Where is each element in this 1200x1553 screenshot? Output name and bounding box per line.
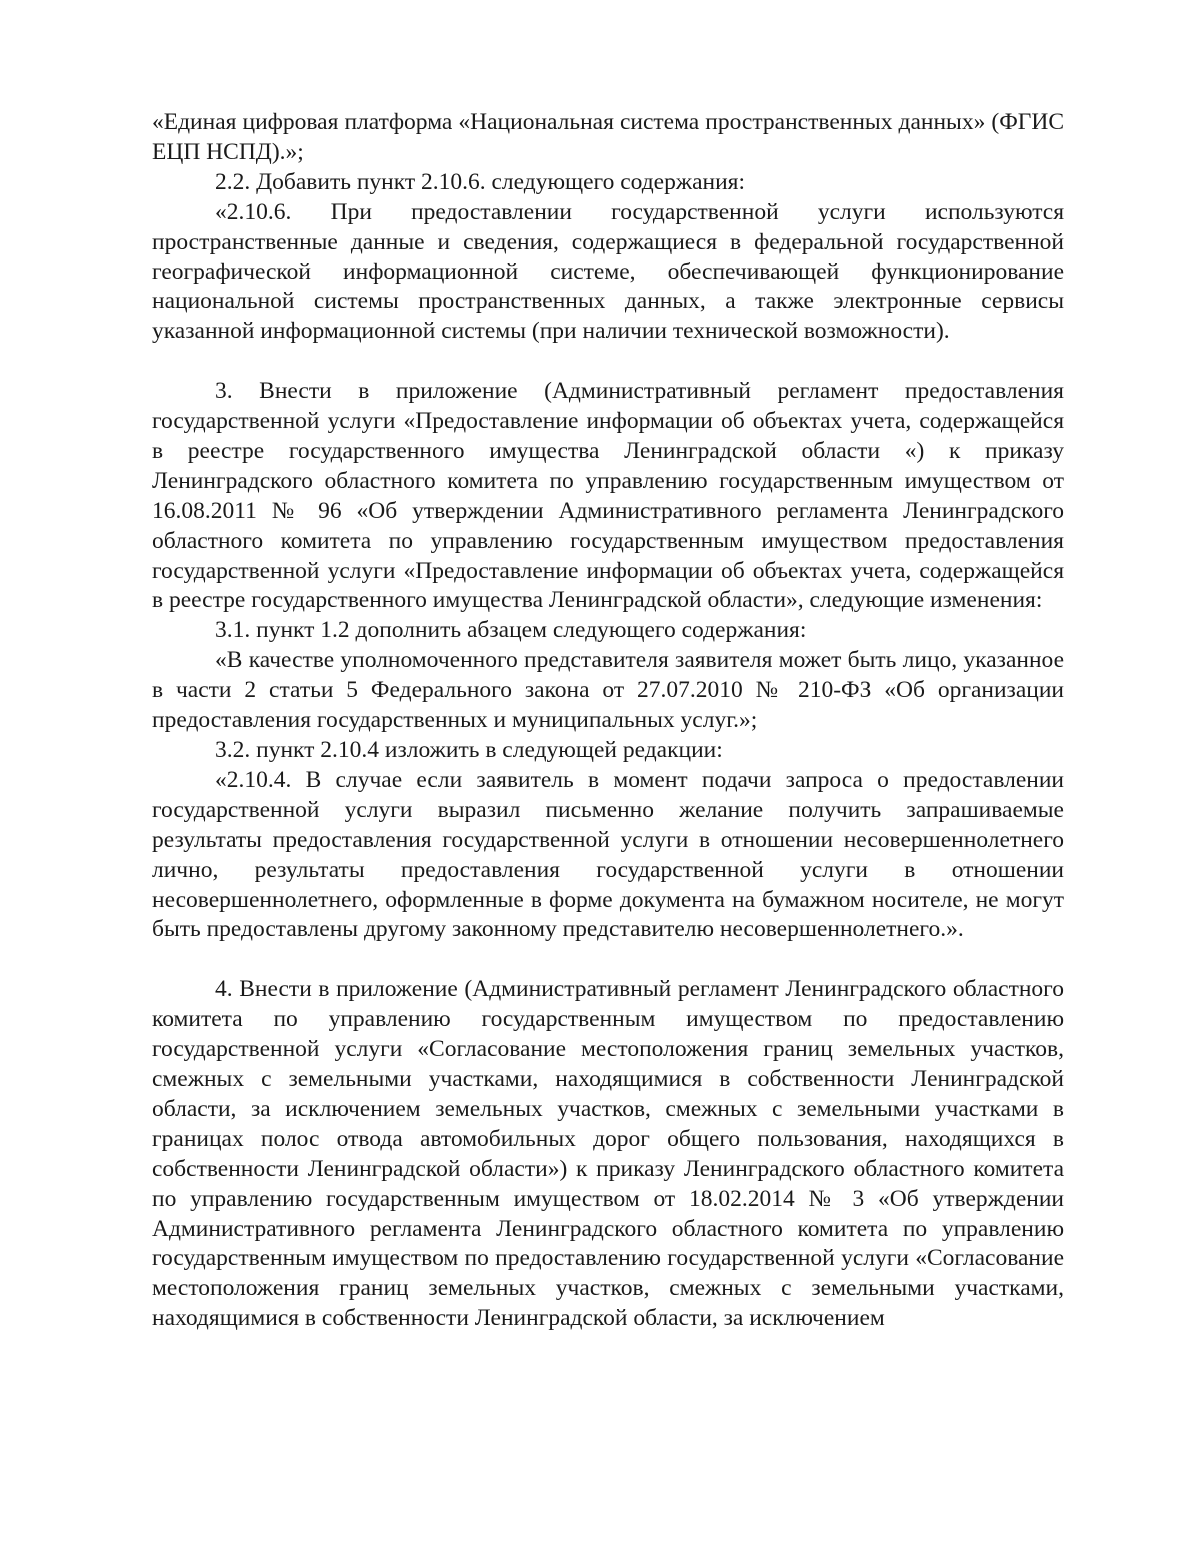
paragraph-2-10-6: «2.10.6. При предоставлении государственной услуги используются пространственные данные и сведения, содержащиеся в федеральной государственной географической информационной системе, обеспечивающей функционирование национальной системы пространственных данных, а также электронные сервисы указанной информационной системы (при наличии технической возможности). [152, 198, 1064, 345]
document-body [152, 108, 1064, 1334]
paragraph-continuation: «Единая цифровая платформа «Национальная система пространственных данных» (ФГИС ЕЦП НСПД).»; [152, 109, 1064, 165]
paragraph-4: 4. Внести в приложение (Административный регламент Ленинградского областного комитета по управлению государственным имуществом по предоставлению государственной услуги «Согласование местоположения границ земельных участков, смежных с земельными участками, находящимися в собственности Ленинградской области, за исключением земельных участков, смежных с земельными участками в границах полос отвода автомобильных дорог общего пользования, находящихся в собственности Ленинградской области») к приказу Ленинградского областного комитета по управлению государственным имуществом от 18.02.2014 № 3 «Об утверждении Административного регламента Ленинградского областного комитета по управлению государственным имуществом по предоставлению государственной услуги «Согласование местоположения границ земельных участков, смежных с земельными участками, находящимися в собственности Ленинградской области, за исключением [152, 976, 1064, 1332]
paragraph-3-1: 3.1. пункт 1.2 дополнить абзацем следующего содержания: [215, 617, 807, 644]
paragraph-3: 3. Внести в приложение (Административный регламент предоставления государственной услуги «Предоставление информации об объектах учета, содержащейся в реестре государственного имущества Ленинградской области «) к приказу Ленинградского областного комитета по управлению государственным имуществом от 16.08.2011 № 96 «Об утверждении Административного регламента Ленинградского областного комитета по управлению государственным имуществом предоставления государственной услуги «Предоставление информации об объектах учета, содержащейся в реестре государственного имущества Ленинградской области», следующие изменения: [152, 378, 1064, 614]
paragraph-3-2: 3.2. пункт 2.10.4 изложить в следующей редакции: [215, 737, 723, 764]
paragraph-2-2: 2.2. Добавить пункт 2.10.6. следующего содержания: [215, 168, 746, 195]
paragraph-2-10-4: «2.10.4. В случае если заявитель в момент подачи запроса о предоставлении государственной услуги выразил письменно желание получить запрашиваемые результаты предоставления государственной услуги в отношении несовершеннолетнего лично, результаты предоставления государственной услуги в отношении несовершеннолетнего, оформленные в форме документа на бумажном носителе, не могут быть предоставлены другому законному представителю несовершеннолетнего.». [152, 766, 1064, 943]
paragraph-3-1-text: «В качестве уполномоченного представителя заявителя может быть лицо, указанное в части 2 статьи 5 Федерального закона от 27.07.2010 № 210-ФЗ «Об организации предоставления государственных и муниципальных услуг.»; [152, 647, 1064, 734]
